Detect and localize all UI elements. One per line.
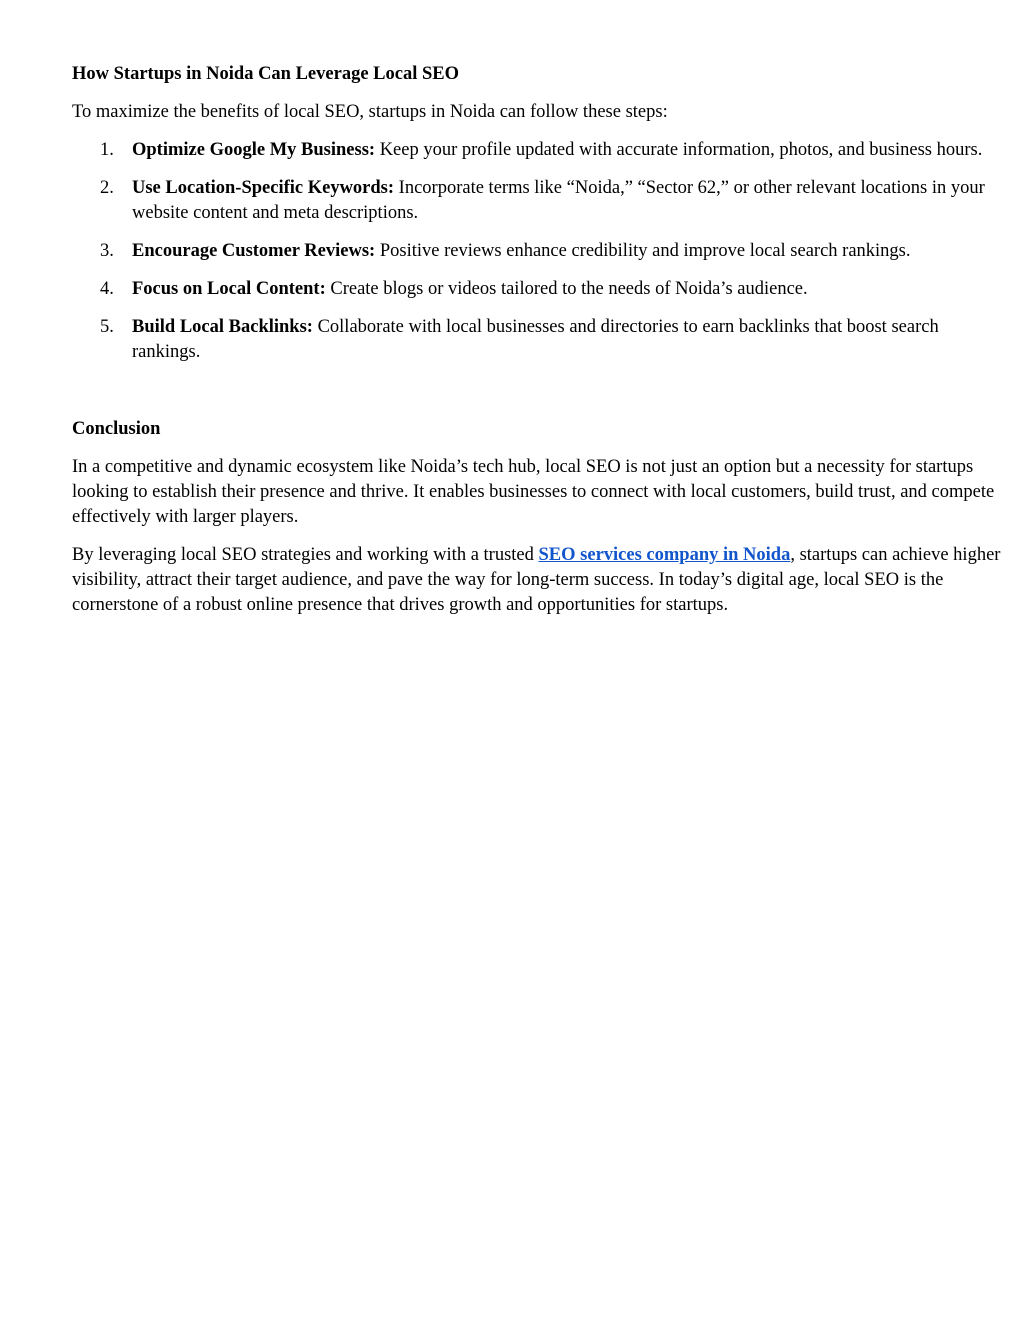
paragraph-text-before: By leveraging local SEO strategies and working with a trusted (72, 545, 539, 565)
step-text: Create blogs or videos tailored to the needs of Noida’s audience. (325, 279, 808, 299)
list-number: 4. (100, 279, 114, 299)
list-item (72, 277, 1002, 302)
list-item (72, 239, 1002, 264)
step-title: Encourage Customer Reviews: (132, 241, 376, 261)
step-title: Use Location-Specific Keywords: (132, 178, 395, 198)
list-number: 5. (100, 317, 114, 337)
step-text: Incorporate terms like “Noida,” “Sector 62,” or other relevant locations in your website content and meta descriptions. (132, 178, 985, 223)
step-title: Focus on Local Content: (132, 279, 326, 299)
step-text: Collaborate with local businesses and directories to earn backlinks that boost search rankings. (132, 317, 939, 362)
list-item (72, 176, 1002, 226)
section-heading: How Startups in Noida Can Leverage Local SEO (72, 64, 459, 84)
seo-services-link[interactable]: SEO services company in Noida (538, 545, 791, 565)
intro-paragraph: To maximize the benefits of local SEO, startups in Noida can follow these steps: (72, 102, 668, 122)
step-text: Keep your profile updated with accurate information, photos, and business hours. (375, 140, 983, 160)
paragraph-text-after: , startups can achieve higher visibility, attract their target audience, and pave the way for long-term success. In today’s digital age, local SEO is the cornerstone of a robust online presence that drives growth and opportunities for startups. (72, 545, 1001, 615)
document-page (72, 62, 1002, 618)
step-text: Positive reviews enhance credibility and improve local search rankings. (375, 241, 911, 261)
conclusion-heading: Conclusion (72, 419, 161, 439)
list-number: 2. (100, 178, 114, 198)
list-item (72, 138, 1002, 163)
list-item (72, 315, 1002, 365)
step-title: Optimize Google My Business: (132, 140, 376, 160)
steps-list (72, 138, 1002, 365)
conclusion-paragraph-link (72, 543, 1002, 618)
list-number: 3. (100, 241, 114, 261)
list-number: 1. (100, 140, 114, 160)
step-title: Build Local Backlinks: (132, 317, 313, 337)
conclusion-paragraph: In a competitive and dynamic ecosystem like Noida’s tech hub, local SEO is not just an option but a necessity for startups looking to establish their presence and thrive. It enables businesses to connect with local customers, build trust, and compete effectively with larger players. (72, 457, 995, 527)
